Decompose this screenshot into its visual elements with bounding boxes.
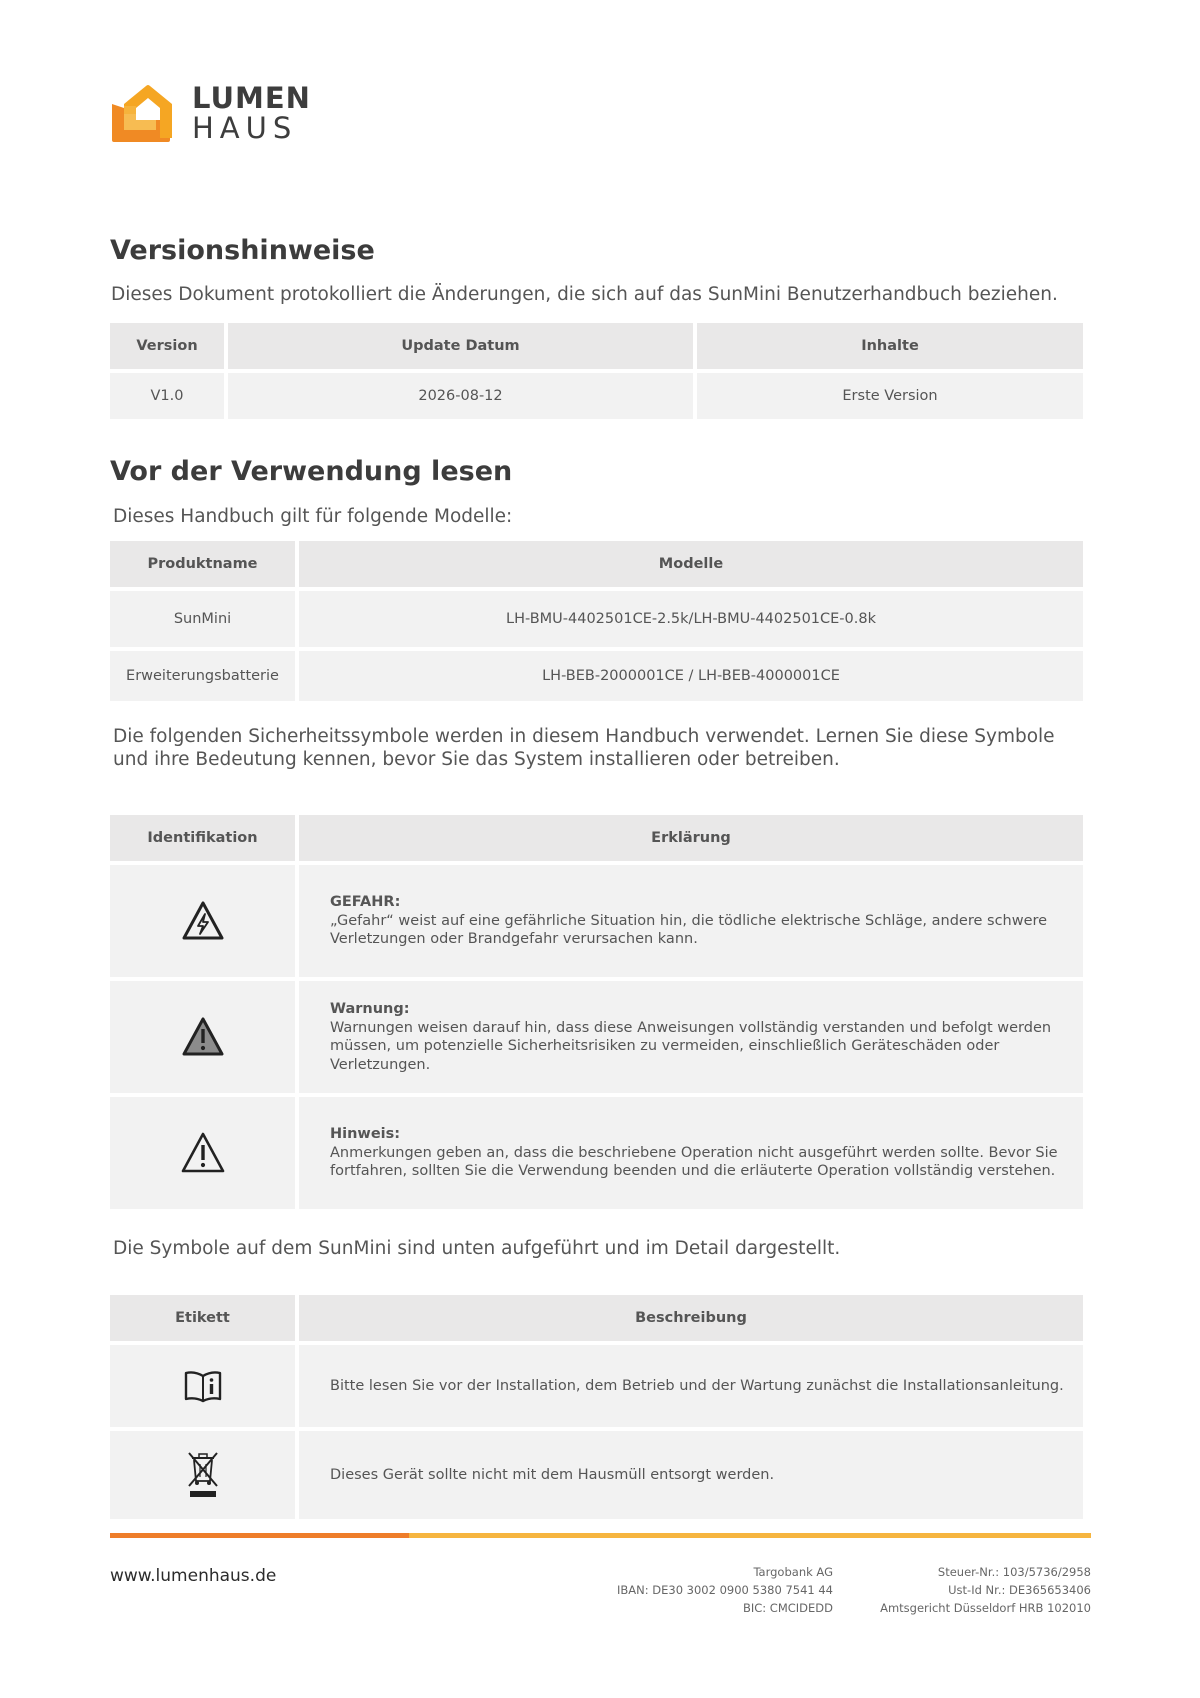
explanation-cell <box>299 1097 1083 1209</box>
footer-court-registry: Amtsgericht Düsseldorf HRB 102010 <box>880 1601 1091 1615</box>
footer-website-link[interactable]: www.lumenhaus.de <box>110 1566 277 1586</box>
footer-bar-yellow <box>409 1533 1091 1538</box>
table-row <box>110 591 1083 647</box>
footer-bank-details <box>617 1563 833 1617</box>
warning-text: Warnungen weisen darauf hin, dass diese Anweisungen vollständig verstanden und befolgt werden müssen, um potenzielle Sicherheitsrisiken zu vermeiden, einschließlich Geräteschäden oder Verletzungen. <box>330 1019 1052 1073</box>
table-row <box>110 1097 1083 1209</box>
versions-table <box>106 319 1087 423</box>
cell-contents: Erste Version <box>697 373 1083 419</box>
weee-disposal-icon <box>186 1451 220 1499</box>
logo-text-haus: HAUS <box>192 110 298 145</box>
notice-title: Hinweis: <box>330 1126 401 1143</box>
cell-product-name: SunMini <box>110 591 295 647</box>
col-header-identification: Identifikation <box>110 815 295 861</box>
footer-accent-bar <box>110 1533 1091 1538</box>
footer-bank-name: Targobank AG <box>753 1565 833 1579</box>
description-cell: Dieses Gerät sollte nicht mit dem Hausmüll entsorgt werden. <box>299 1431 1083 1519</box>
cell-version: V1.0 <box>110 373 224 419</box>
company-logo <box>110 82 311 144</box>
cell-date: 2026-08-12 <box>228 373 693 419</box>
section-title-before-use: Vor der Verwendung lesen <box>110 456 513 487</box>
icon-cell <box>110 981 295 1093</box>
danger-text: „Gefahr“ weist auf eine gefährliche Situation hin, die tödliche elektrische Schläge, andere schwere Verletzungen oder Brandgefahr verursachen kann. <box>330 912 1048 948</box>
icon-cell <box>110 865 295 977</box>
warning-title: Warnung: <box>330 1001 410 1017</box>
col-header-label: Etikett <box>110 1295 295 1341</box>
danger-title: GEFAHR: <box>330 894 401 911</box>
footer-bic: BIC: CMCIDEDD <box>742 1601 833 1615</box>
col-header-models: Modelle <box>299 541 1083 587</box>
table-row <box>110 651 1083 701</box>
icon-cell <box>110 1097 295 1209</box>
table-header-row <box>110 541 1083 587</box>
section-title-versions: Versionshinweise <box>110 235 375 266</box>
footer-tax-details <box>880 1563 1091 1617</box>
cell-models: LH-BMU-4402501CE-2.5k/LH-BMU-4402501CE-0.8k <box>299 591 1083 647</box>
notice-text: Anmerkungen geben an, dass die beschriebene Operation nicht ausgeführt werden sollte. Bevor Sie fortfahren, sollten Sie die Verwendung beenden und die erläuterte Operation vollständig verstehen. <box>330 1144 1058 1180</box>
house-logo-icon <box>110 82 180 144</box>
icon-cell <box>110 1345 295 1427</box>
versions-intro: Dieses Dokument protokolliert die Änderungen, die sich auf das SunMini Benutzerhandbuch beziehen. <box>111 284 1058 305</box>
description-cell: Bitte lesen Sie vor der Installation, dem Betrieb und der Wartung zunächst die Installationsanleitung. <box>299 1345 1083 1427</box>
safety-symbols-table <box>106 811 1087 1213</box>
col-header-explanation: Erklärung <box>299 815 1083 861</box>
explanation-cell <box>299 865 1083 977</box>
col-header-product-name: Produktname <box>110 541 295 587</box>
read-manual-icon <box>183 1369 223 1403</box>
cell-models: LH-BEB-2000001CE / LH-BEB-4000001CE <box>299 651 1083 701</box>
footer-bar-orange <box>110 1533 409 1538</box>
table-row <box>110 981 1083 1093</box>
table-header-row <box>110 815 1083 861</box>
col-header-description: Beschreibung <box>299 1295 1083 1341</box>
table-header-row <box>110 323 1083 369</box>
table-row <box>110 1345 1083 1427</box>
logo-text-lumen: LUMEN <box>192 80 311 115</box>
models-table <box>106 537 1087 705</box>
col-header-version: Version <box>110 323 224 369</box>
explanation-cell <box>299 981 1083 1093</box>
warning-icon <box>181 1016 225 1058</box>
danger-electric-icon <box>181 900 225 942</box>
notice-icon <box>180 1131 226 1175</box>
col-header-update-date: Update Datum <box>228 323 693 369</box>
col-header-contents: Inhalte <box>697 323 1083 369</box>
table-row <box>110 1431 1083 1519</box>
footer-tax-number: Steuer-Nr.: 103/5736/2958 <box>937 1565 1091 1579</box>
table-header-row <box>110 1295 1083 1341</box>
models-intro: Dieses Handbuch gilt für folgende Modelle: <box>113 506 513 527</box>
labels-table <box>106 1291 1087 1523</box>
table-row <box>110 865 1083 977</box>
cell-product-name: Erweiterungsbatterie <box>110 651 295 701</box>
table-row <box>110 373 1083 419</box>
labels-intro: Die Symbole auf dem SunMini sind unten aufgeführt und im Detail dargestellt. <box>113 1238 841 1259</box>
footer-iban: IBAN: DE30 3002 0900 5380 7541 44 <box>616 1583 833 1597</box>
footer-vat-id: Ust-Id Nr.: DE365653406 <box>948 1583 1091 1597</box>
icon-cell <box>110 1431 295 1519</box>
symbols-intro: Die folgenden Sicherheitssymbole werden in diesem Handbuch verwendet. Lernen Sie diese Symbole und ihre Bedeutung kennen, bevor Sie das System installieren oder betreiben. <box>113 726 1055 770</box>
